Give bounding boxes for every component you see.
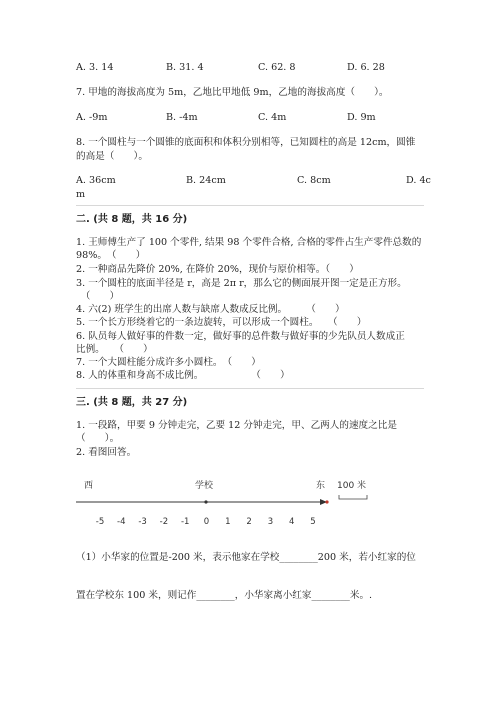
s2-line-4: 3. 一个圆柱的底面半径是 r，高是 2π r，那么它的侧面展开图一定是正方形。: [76, 278, 407, 289]
tick-label: 3: [267, 517, 274, 527]
q8-option-c: C. 8cm: [297, 175, 331, 186]
s2-line-6: 4. 六(2) 班学生的出席人数与缺席人数成反比例。 （ ）: [76, 304, 345, 315]
q7-option-b: B. -4m: [166, 112, 198, 123]
q8-option-d: D. 4c: [406, 175, 431, 186]
q6-option-a: A. 3. 14: [76, 62, 114, 73]
east-end-point: [325, 500, 328, 503]
s2-line-1: 1. 王师傅生产了 100 个零件, 结果 98 个零件合格, 合格的零件占生产零件总数的: [76, 237, 422, 248]
s2-line-7: 5. 一个长方形绕着它的一条边旋转，可以形成一个圆柱。 （ ）: [76, 317, 367, 328]
tick-label: -4: [117, 517, 126, 527]
q7-option-a: A. -9m: [76, 112, 108, 123]
s3-line-2: （ ）。: [76, 433, 120, 444]
tick-label: -2: [159, 517, 169, 527]
tick-label: -3: [138, 517, 147, 527]
s2-line-11: 8. 人的体重和身高不成比例。 （ ）: [76, 370, 290, 381]
q8-stem-line2: 的高是（ ）。: [76, 151, 148, 162]
q8-option-a: A. 36cm: [76, 175, 116, 186]
s3-line-1: 1. 一段路，甲要 9 分钟走完，乙要 12 分钟走完，甲、乙两人的速度之比是: [76, 420, 397, 431]
s2-line-8: 6. 队员每人做好事的件数一定，做好事的总件数与做好事的少先队员人数成正: [76, 331, 405, 342]
q7-stem: 7. 甲地的海拔高度为 5m，乙地比甲地低 9m，乙地的海拔高度（ ）。: [76, 87, 389, 98]
q2-part1-line2: 置在学校东 100 米，则记作________，小华家离小红家________米。.: [76, 590, 373, 601]
q6-option-b: B. 31. 4: [166, 62, 204, 73]
tick-label: 5: [310, 517, 316, 527]
q7-option-d: D. 9m: [347, 112, 376, 123]
east-label: 东: [316, 481, 326, 491]
s2-line-10: 7. 一个大圆柱能分成许多小圆柱。 （ ）: [76, 357, 261, 368]
q8-option-d-wrap: m: [76, 189, 86, 200]
tick-label: -5: [95, 517, 105, 527]
s3-line-3: 2. 看图回答。: [76, 447, 137, 458]
s2-line-3: 2. 一种商品先降价 20%, 在降价 20%，现价与原价相等。（ ）: [76, 264, 359, 275]
section3-heading: 三. (共 8 题，共 27 分): [76, 397, 188, 408]
s2-line-5: （ ）: [76, 291, 120, 302]
school-label: 学校: [195, 481, 214, 491]
q2-part1-line1: （1）小华家的位置是-200 米，表示他家在学校________200 米，若小红家的位: [76, 552, 416, 563]
scale-bracket: [339, 495, 367, 499]
q8-option-b: B. 24cm: [186, 175, 226, 186]
tick-label: 0: [203, 517, 210, 527]
s2-line-9: 比例。 （ ）: [76, 344, 153, 355]
school-point: [204, 500, 207, 503]
tick-label: 4: [288, 517, 295, 527]
s2-line-2: 98%。 （ ）: [76, 250, 146, 261]
q6-option-d: D. 6. 28: [347, 62, 385, 73]
west-label: 西: [84, 481, 94, 491]
tick-label: 2: [246, 517, 252, 527]
q6-option-c: C. 62. 8: [258, 62, 296, 73]
tick-label: 1: [225, 517, 231, 527]
scale-label: 100 米: [337, 481, 367, 491]
q7-option-c: C. 4m: [258, 112, 287, 123]
q8-stem-line1: 8. 一个圆柱与一个圆锥的底面积和体积分别相等，已知圆柱的高是 12cm，圆锥: [76, 137, 416, 148]
section2-heading: 二. (共 8 题，共 16 分): [76, 214, 188, 225]
tick-label: -1: [180, 517, 190, 527]
